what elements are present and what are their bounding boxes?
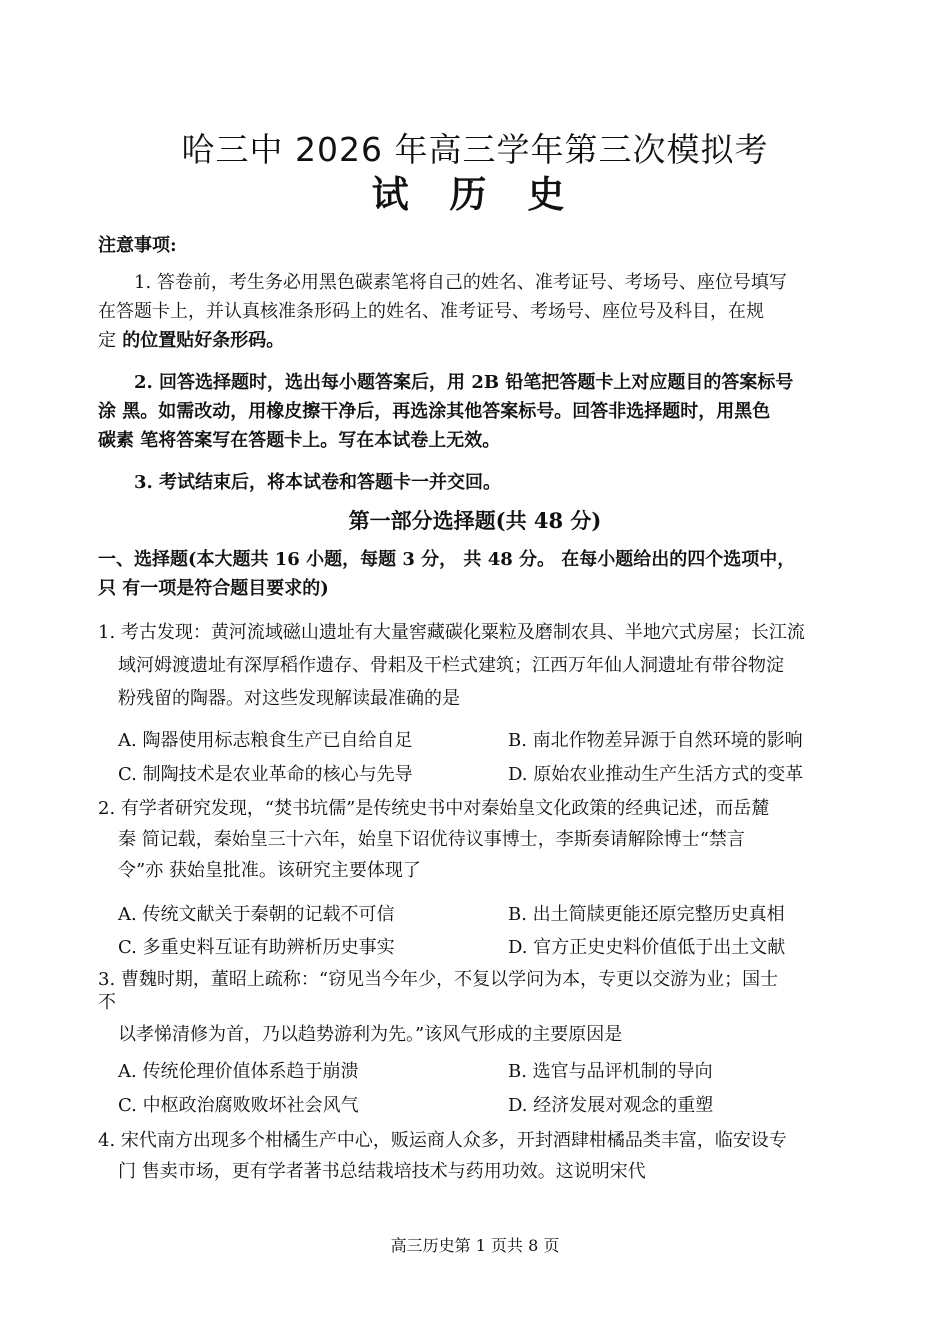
question1-option-b: B. 南北作物差异源于自然环境的影响 [508, 730, 803, 751]
question1-line1: 1. 考古发现：黄河流域磁山遗址有大量窖藏碳化粟粒及磨制农具、半地穴式房屋；长江流 [98, 622, 805, 643]
question3-line1: 3. 曹魏时期，董昭上疏称：“窃见当今年少，不复以学问为本，专更以交游为业；国士 [98, 969, 779, 990]
question1-option-c: C. 制陶技术是农业革命的核心与先导 [118, 764, 413, 785]
question3-option-b: B. 选官与品评机制的导向 [508, 1061, 713, 1082]
question2-option-b: B. 出土简牍更能还原完整历史真相 [508, 904, 785, 925]
notice-item1-line2: 在答题卡上，并认真核准条形码上的姓名、准考证号、考场号、座位号及科目，在规 [98, 301, 764, 322]
exam-title-line2: 试 历 史 [371, 173, 579, 216]
question3-option-a: A. 传统伦理价值体系趋于崩溃 [118, 1061, 359, 1082]
question2-option-a: A. 传统文献关于秦朝的记载不可信 [118, 904, 395, 925]
section-title: 第一部分选择题(共 48 分) [348, 508, 602, 533]
exam-title-line1: 哈三中 2026 年高三学年第三次模拟考 [181, 130, 769, 169]
question3-line2: 不 [98, 992, 116, 1013]
question1-option-d: D. 原始农业推动生产生活方式的变革 [508, 764, 804, 785]
notice-item2-line3: 碳素 笔将答案写在答题卡上。写在本试卷上无效。 [98, 430, 501, 451]
notice-heading: 注意事项: [98, 235, 177, 256]
question2-line3: 令”亦 获始皇批准。该研究主要体现了 [118, 860, 421, 881]
question2-option-c: C. 多重史料互证有助辨析历史事实 [118, 937, 395, 958]
notice-item1-line3 [98, 326, 284, 355]
question4-line1: 4. 宋代南方出现多个柑橘生产中心，贩运商人众多，开封酒肆柑橘品类丰富，临安设专 [98, 1130, 787, 1151]
question1-line3: 粉残留的陶器。对这些发现解读最准确的是 [118, 688, 460, 709]
question2-line1: 2. 有学者研究发现，“焚书坑儒”是传统史书中对秦始皇文化政策的经典记述，而岳麓 [98, 798, 770, 819]
question1-line2: 域河姆渡遗址有深厚稻作遗存、骨耜及干栏式建筑；江西万年仙人洞遗址有带谷物淀 [118, 655, 784, 676]
notice-item1-line1: 1. 答卷前，考生务必用黑色碳素笔将自己的姓名、准考证号、考场号、座位号填写 [134, 272, 787, 293]
section-instruction-line1: 一、选择题(本大题共 16 小题，每题 3 分， 共 48 分。 在每小题给出的四个选项中， [98, 549, 796, 570]
question1-option-a: A. 陶器使用标志粮食生产已自给自足 [118, 730, 413, 751]
question2-line2: 秦 简记载，秦始皇三十六年，始皇下诏优待议事博士，李斯奏请解除博士“禁言 [118, 829, 745, 850]
question4-line2: 门 售卖市场，更有学者著书总结栽培技术与药用功效。这说明宋代 [118, 1161, 646, 1182]
question3-option-c: C. 中枢政治腐败败坏社会风气 [118, 1095, 359, 1116]
section-instruction-line2: 只 有一项是符合题目要求的) [98, 578, 329, 599]
page-footer: 高三历史第 1 页共 8 页 [390, 1236, 560, 1255]
question3-option-d: D. 经济发展对观念的重塑 [508, 1095, 714, 1116]
notice-item2-line1: 2. 回答选择题时，选出每小题答案后，用 2B 铅笔把答题卡上对应题目的答案标号 [134, 372, 794, 393]
question2-option-d: D. 官方正史史料价值低于出土文献 [508, 937, 786, 958]
question3-line3: 以孝悌清修为首，乃以趋势游利为先。”该风气形成的主要原因是 [118, 1024, 623, 1045]
notice-item1-line3-plain: 定 [98, 330, 116, 351]
notice-item1-line3-bold: 的位置贴好条形码。 [116, 330, 285, 351]
notice-item2-line2: 涂 黑。如需改动，用橡皮擦干净后，再选涂其他答案标号。回答非选择题时，用黑色 [98, 401, 771, 422]
notice-item3: 3. 考试结束后，将本试卷和答题卡一并交回。 [134, 472, 502, 493]
